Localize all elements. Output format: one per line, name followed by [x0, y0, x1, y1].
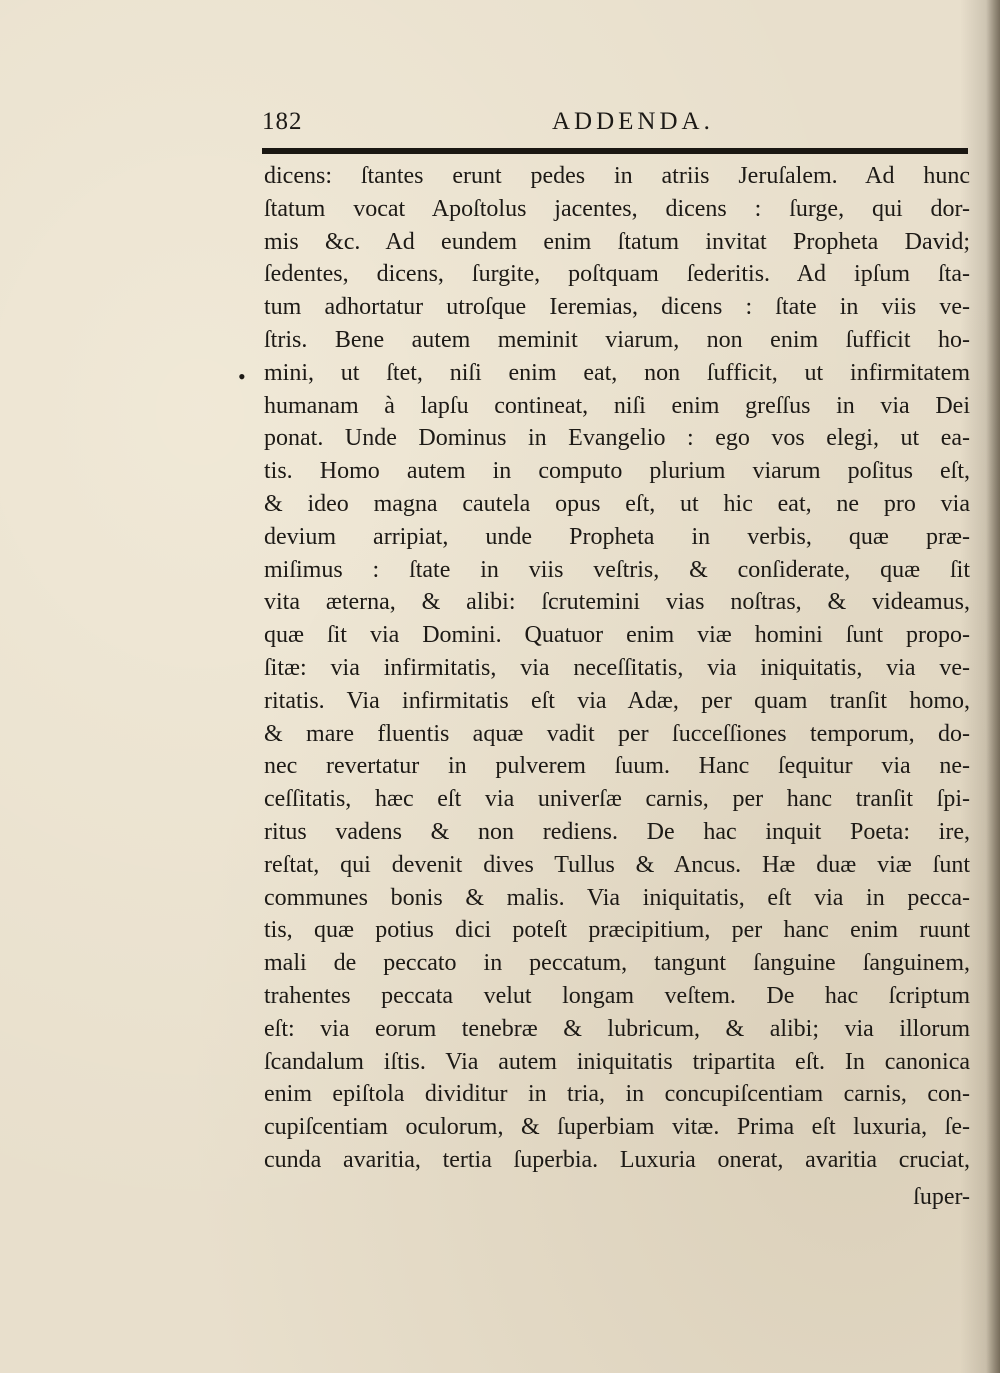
text-line: ceſſitatis, hæc eſt via univerſæ carnis, per hanc tranſit ſpi- — [264, 786, 970, 813]
marginal-mark: • — [238, 364, 246, 389]
text-line: & mare fluentis aquæ vadit per ſucceſſiones temporum, do- — [264, 720, 970, 747]
text-line: communes bonis & malis. Via iniquitatis, eſt via in pecca- — [264, 884, 970, 911]
text-line: ſtris. Bene autem meminit viarum, non enim ſufficit ho- — [264, 326, 970, 353]
page-number: 182 — [262, 108, 303, 135]
text-line: vita æterna, & alibi: ſcrutemini vias noſtras, & videamus, — [264, 589, 970, 616]
text-line: ritus vadens & non rediens. De hac inquit Poeta: ire, — [264, 818, 970, 845]
text-line: ſedentes, dicens, ſurgite, poſtquam ſederitis. Ad ipſum ſta- — [264, 261, 970, 288]
text-line: ſcandalum iſtis. Via autem iniquitatis tripartita eſt. In canonica — [264, 1048, 970, 1075]
text-line: enim epiſtola dividitur in tria, in concupiſcentiam carnis, con- — [264, 1081, 970, 1108]
text-line: cunda avaritia, tertia ſuperbia. Luxuria onerat, avaritia cruciat, — [264, 1146, 970, 1173]
text-line: ponat. Unde Dominus in Evangelio : ego vos elegi, ut ea- — [264, 425, 970, 452]
text-line: & ideo magna cautela opus eſt, ut hic eat, ne pro via — [264, 490, 970, 517]
text-line: eſt: via eorum tenebræ & lubricum, & alibi; via illorum — [264, 1015, 970, 1042]
body-text — [264, 160, 970, 1177]
catchword: ſuper- — [913, 1184, 970, 1210]
text-line: ſtatum vocat Apoſtolus jacentes, dicens : ſurge, qui dor- — [264, 195, 970, 222]
text-line: dicens: ſtantes erunt pedes in atriis Jeruſalem. Ad hunc — [264, 163, 970, 189]
text-line: tis, quæ potius dici poteſt præcipitium, per hanc enim ruunt — [264, 917, 970, 944]
running-head: ADDENDA. — [552, 108, 714, 135]
text-line: tum adhortatur utroſque Ieremias, dicens : ſtate in viis ve- — [264, 294, 970, 321]
text-line: humanam à lapſu contineat, niſi enim greſſus in via Dei — [264, 392, 970, 419]
text-line: nec revertatur in pulverem ſuum. Hanc ſequitur via ne- — [264, 753, 970, 780]
text-line: reſtat, qui devenit dives Tullus & Ancus. Hæ duæ viæ ſunt — [264, 851, 970, 878]
page-header — [262, 104, 968, 144]
text-line: mali de peccato in peccatum, tangunt ſanguine ſanguinem, — [264, 950, 970, 977]
text-line: mini, ut ſtet, niſi enim eat, non ſufficit, ut infirmitatem — [264, 359, 970, 386]
text-line: devium arripiat, unde Propheta in verbis, quæ præ- — [264, 523, 970, 550]
text-line: miſimus : ſtate in viis veſtris, & conſiderate, quæ ſit — [264, 556, 970, 583]
text-line: trahentes peccata velut longam veſtem. De hac ſcriptum — [264, 982, 970, 1009]
text-line: cupiſcentiam oculorum, & ſuperbiam vitæ. Prima eſt luxuria, ſe- — [264, 1114, 970, 1141]
text-line: ſitæ: via infirmitatis, via neceſſitatis, via iniquitatis, via ve- — [264, 654, 970, 681]
text-line: tis. Homo autem in computo plurium viarum poſitus eſt, — [264, 458, 970, 485]
header-rule — [262, 148, 968, 154]
text-line: ritatis. Via infirmitatis eſt via Adæ, per quam tranſit homo, — [264, 687, 970, 714]
text-line: mis &c. Ad eundem enim ſtatum invitat Propheta David; — [264, 228, 970, 255]
text-line: quæ ſit via Domini. Quatuor enim viæ homini ſunt propo- — [264, 622, 970, 649]
page-edge-shadow — [986, 0, 1000, 1373]
